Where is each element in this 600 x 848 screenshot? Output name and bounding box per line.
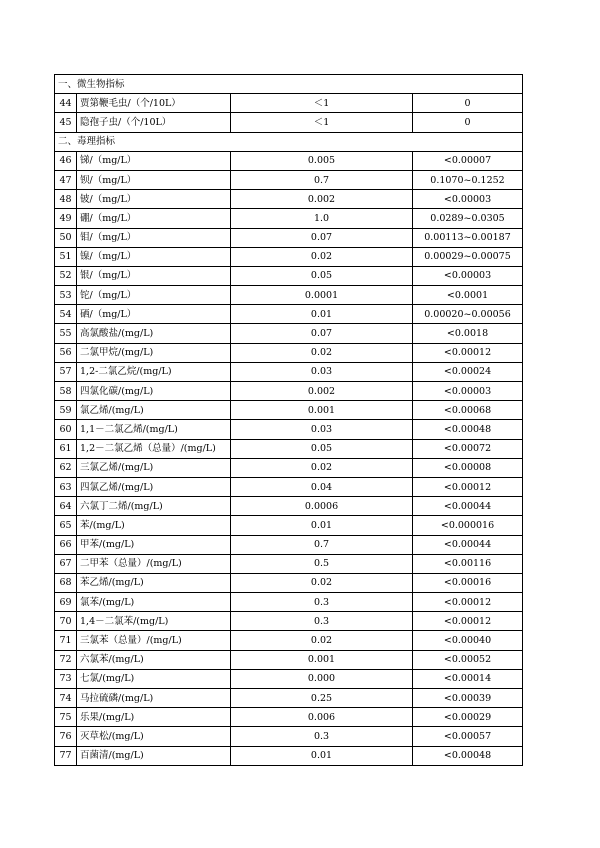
limit-value: 1.0 (231, 209, 413, 228)
row-number: 44 (55, 94, 77, 113)
limit-value: 0.01 (231, 516, 413, 535)
limit-value: 0.01 (231, 746, 413, 765)
measured-value: <0.00048 (413, 746, 523, 765)
limit-value: 0.07 (231, 324, 413, 343)
section-header-row (55, 75, 523, 94)
indicator-name: 马拉硫磷/(mg/L) (77, 689, 231, 708)
indicator-name: 苯/(mg/L) (77, 516, 231, 535)
table-row (55, 343, 523, 362)
table-row (55, 573, 523, 592)
row-number: 59 (55, 401, 77, 420)
row-number: 63 (55, 477, 77, 496)
limit-value: 0.04 (231, 477, 413, 496)
row-number: 53 (55, 286, 77, 305)
table-row (55, 170, 523, 189)
measured-value: <0.00007 (413, 151, 523, 170)
measured-value: <0.00068 (413, 401, 523, 420)
row-number: 65 (55, 516, 77, 535)
section-title: 二、毒理指标 (55, 132, 523, 151)
indicator-name: 隐孢子虫/（个/10L） (77, 113, 231, 132)
measured-value: 0.1070~0.1252 (413, 170, 523, 189)
table-row (55, 190, 523, 209)
measured-value: <0.000016 (413, 516, 523, 535)
indicator-name: 银/（mg/L） (77, 266, 231, 285)
indicator-name: 锑/（mg/L） (77, 151, 231, 170)
limit-value: 0.005 (231, 151, 413, 170)
indicator-name: 硼/（mg/L） (77, 209, 231, 228)
limit-value: 0.02 (231, 343, 413, 362)
measured-value: <0.0001 (413, 286, 523, 305)
measured-value: <0.00040 (413, 631, 523, 650)
table-row (55, 477, 523, 496)
row-number: 71 (55, 631, 77, 650)
row-number: 49 (55, 209, 77, 228)
table-row (55, 113, 523, 132)
table-row (55, 650, 523, 669)
table-row (55, 151, 523, 170)
row-number: 47 (55, 170, 77, 189)
measured-value: <0.00044 (413, 535, 523, 554)
limit-value: 0.02 (231, 573, 413, 592)
table-row (55, 535, 523, 554)
indicator-name: 六氯苯/(mg/L) (77, 650, 231, 669)
section-header-row (55, 132, 523, 151)
row-number: 72 (55, 650, 77, 669)
indicator-name: 三氯苯（总量）/(mg/L) (77, 631, 231, 650)
limit-value: 0.006 (231, 708, 413, 727)
row-number: 77 (55, 746, 77, 765)
table-row (55, 458, 523, 477)
table-row (55, 516, 523, 535)
indicator-name: 硒/（mg/L） (77, 305, 231, 324)
table-row (55, 305, 523, 324)
limit-value: 0.7 (231, 535, 413, 554)
indicator-name: 钡/（mg/L） (77, 170, 231, 189)
indicator-name: 二甲苯（总量）/(mg/L) (77, 554, 231, 573)
row-number: 62 (55, 458, 77, 477)
measured-value: 0 (413, 94, 523, 113)
measured-value: 0.0289~0.0305 (413, 209, 523, 228)
measured-value: <0.00024 (413, 362, 523, 381)
indicator-name: 铊/（mg/L） (77, 286, 231, 305)
table-row (55, 554, 523, 573)
limit-value: 0.02 (231, 247, 413, 266)
limit-value: 0.07 (231, 228, 413, 247)
table-row (55, 286, 523, 305)
measured-value: <0.00048 (413, 420, 523, 439)
table-row (55, 401, 523, 420)
limit-value: 0.05 (231, 266, 413, 285)
indicator-name: 1,2-二氯乙烷/(mg/L) (77, 362, 231, 381)
limit-value: 0.05 (231, 439, 413, 458)
limit-value: 0.5 (231, 554, 413, 573)
row-number: 70 (55, 612, 77, 631)
table-row (55, 382, 523, 401)
table-body (55, 75, 523, 766)
table-row (55, 362, 523, 381)
indicator-name: 钼/（mg/L） (77, 228, 231, 247)
table-row (55, 324, 523, 343)
row-number: 57 (55, 362, 77, 381)
measured-value: <0.00003 (413, 382, 523, 401)
row-number: 58 (55, 382, 77, 401)
indicator-name: 镍/（mg/L） (77, 247, 231, 266)
limit-value: ＜1 (231, 113, 413, 132)
row-number: 52 (55, 266, 77, 285)
measured-value: 0.00113~0.00187 (413, 228, 523, 247)
row-number: 76 (55, 727, 77, 746)
row-number: 55 (55, 324, 77, 343)
table-row (55, 228, 523, 247)
row-number: 48 (55, 190, 77, 209)
indicator-name: 氯乙烯/(mg/L) (77, 401, 231, 420)
section-title: 一、微生物指标 (55, 75, 523, 94)
measured-value: <0.00052 (413, 650, 523, 669)
indicator-name: 1,1－二氯乙烯/(mg/L) (77, 420, 231, 439)
indicator-name: 四氯化碳/(mg/L) (77, 382, 231, 401)
indicator-name: 灭草松/(mg/L) (77, 727, 231, 746)
indicator-name: 高氯酸盐/(mg/L) (77, 324, 231, 343)
row-number: 61 (55, 439, 77, 458)
row-number: 51 (55, 247, 77, 266)
limit-value: 0.3 (231, 727, 413, 746)
measured-value: <0.00044 (413, 497, 523, 516)
indicator-name: 七氯/(mg/L) (77, 669, 231, 688)
row-number: 64 (55, 497, 77, 516)
table-row (55, 612, 523, 631)
table-row (55, 631, 523, 650)
measured-value: <0.00012 (413, 343, 523, 362)
limit-value: 0.001 (231, 401, 413, 420)
indicator-name: 苯乙烯/(mg/L) (77, 573, 231, 592)
row-number: 56 (55, 343, 77, 362)
row-number: 75 (55, 708, 77, 727)
measured-value: 0.00020~0.00056 (413, 305, 523, 324)
limit-value: 0.7 (231, 170, 413, 189)
table-row (55, 746, 523, 765)
water-quality-table (54, 74, 523, 766)
table-row (55, 439, 523, 458)
row-number: 46 (55, 151, 77, 170)
measured-value: <0.00003 (413, 190, 523, 209)
measured-value: <0.00029 (413, 708, 523, 727)
row-number: 54 (55, 305, 77, 324)
limit-value: 0.0001 (231, 286, 413, 305)
indicator-name: 二氯甲烷/(mg/L) (77, 343, 231, 362)
indicator-name: 铍/（mg/L） (77, 190, 231, 209)
table-row (55, 209, 523, 228)
measured-value: <0.00012 (413, 612, 523, 631)
limit-value: 0.25 (231, 689, 413, 708)
limit-value: 0.3 (231, 593, 413, 612)
row-number: 66 (55, 535, 77, 554)
row-number: 60 (55, 420, 77, 439)
indicator-name: 六氯丁二烯/(mg/L) (77, 497, 231, 516)
table-row (55, 247, 523, 266)
indicator-name: 百菌清/(mg/L) (77, 746, 231, 765)
indicator-name: 四氯乙烯/(mg/L) (77, 477, 231, 496)
row-number: 74 (55, 689, 77, 708)
limit-value: 0.000 (231, 669, 413, 688)
limit-value: 0.002 (231, 382, 413, 401)
table-row (55, 669, 523, 688)
table-row (55, 94, 523, 113)
measured-value: <0.00116 (413, 554, 523, 573)
indicator-name: 1,2－二氯乙烯（总量）/(mg/L) (77, 439, 231, 458)
limit-value: 0.03 (231, 362, 413, 381)
indicator-name: 氯苯/(mg/L) (77, 593, 231, 612)
table-row (55, 727, 523, 746)
measured-value: <0.00003 (413, 266, 523, 285)
limit-value: 0.3 (231, 612, 413, 631)
table-row (55, 708, 523, 727)
measured-value: 0 (413, 113, 523, 132)
measured-value: <0.00014 (413, 669, 523, 688)
limit-value: ＜1 (231, 94, 413, 113)
measured-value: <0.00057 (413, 727, 523, 746)
limit-value: 0.002 (231, 190, 413, 209)
indicator-name: 贾第鞭毛虫/（个/10L） (77, 94, 231, 113)
indicator-name: 甲苯/(mg/L) (77, 535, 231, 554)
measured-value: <0.00072 (413, 439, 523, 458)
row-number: 68 (55, 573, 77, 592)
table-row (55, 497, 523, 516)
row-number: 67 (55, 554, 77, 573)
table-row (55, 593, 523, 612)
limit-value: 0.02 (231, 631, 413, 650)
limit-value: 0.01 (231, 305, 413, 324)
limit-value: 0.001 (231, 650, 413, 669)
limit-value: 0.03 (231, 420, 413, 439)
measured-value: <0.0018 (413, 324, 523, 343)
row-number: 73 (55, 669, 77, 688)
row-number: 69 (55, 593, 77, 612)
table-row (55, 266, 523, 285)
measured-value: <0.00012 (413, 593, 523, 612)
measured-value: <0.00012 (413, 477, 523, 496)
indicator-name: 1,4－二氯苯/(mg/L) (77, 612, 231, 631)
row-number: 45 (55, 113, 77, 132)
table-row (55, 420, 523, 439)
measured-value: 0.00029~0.00075 (413, 247, 523, 266)
limit-value: 0.02 (231, 458, 413, 477)
limit-value: 0.0006 (231, 497, 413, 516)
measured-value: <0.00016 (413, 573, 523, 592)
indicator-name: 三氯乙烯/(mg/L) (77, 458, 231, 477)
row-number: 50 (55, 228, 77, 247)
measured-value: <0.00039 (413, 689, 523, 708)
indicator-name: 乐果/(mg/L) (77, 708, 231, 727)
measured-value: <0.00008 (413, 458, 523, 477)
table-row (55, 689, 523, 708)
